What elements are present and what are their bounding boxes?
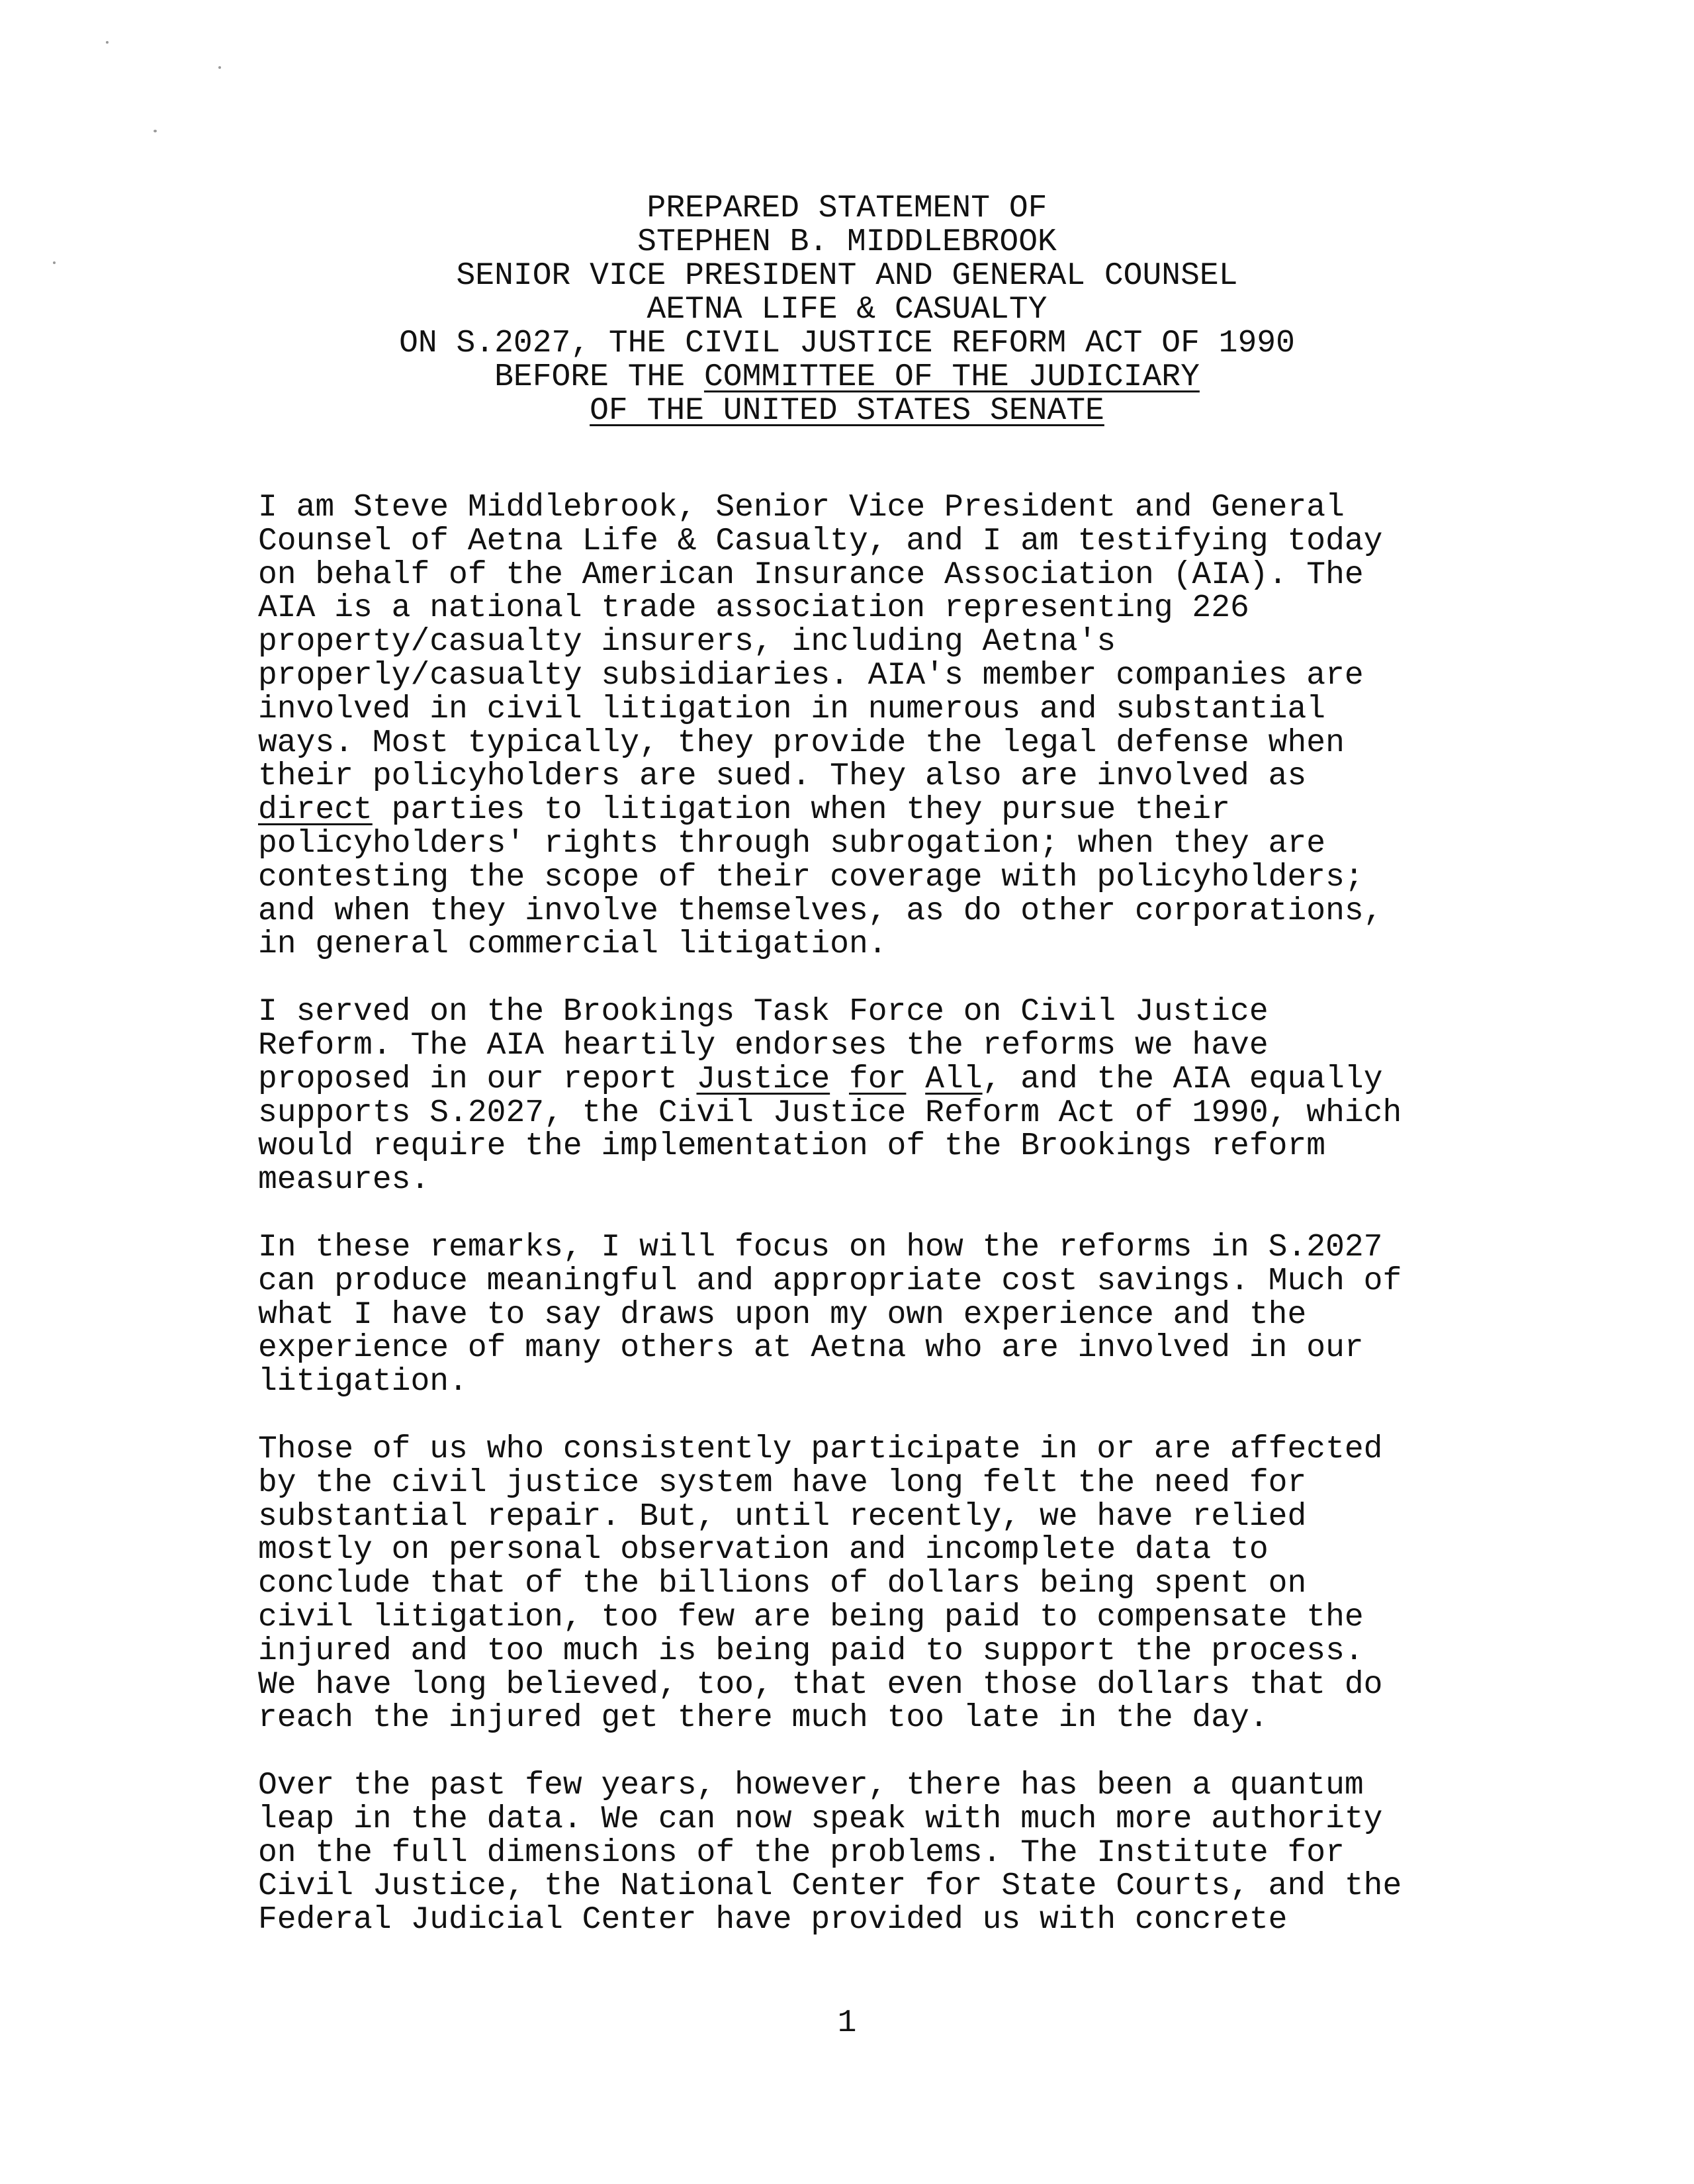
emphasis-direct: direct (258, 792, 373, 829)
text-line: injured and too much is being paid to support the process. (258, 1633, 1364, 1669)
page-number: 1 (837, 2005, 857, 2041)
text-line: on behalf of the American Insurance Association (AIA). The (258, 557, 1364, 593)
text-line: Reform. The AIA heartily endorses the reforms we have (258, 1027, 1269, 1064)
paragraph-introduction (258, 491, 1548, 962)
text-line: supports S.2027, the Civil Justice Reform Act of 1990, which (258, 1095, 1402, 1131)
text-line: what I have to say draws upon my own experience and the (258, 1297, 1307, 1333)
senate-name: OF THE UNITED STATES SENATE (590, 393, 1104, 429)
text-line: mostly on personal observation and incomplete data to (258, 1532, 1269, 1569)
heading-line (0, 361, 1694, 394)
text-line: their policyholders are sued. They also are involved as (258, 758, 1307, 795)
text-line: would require the implementation of the Brookings reform (258, 1128, 1326, 1165)
text-line: contesting the scope of their coverage with policyholders; (258, 859, 1364, 895)
text-line: I served on the Brookings Task Force on Civil Justice (258, 994, 1269, 1030)
text-line: litigation. (258, 1364, 468, 1400)
text-line (258, 1063, 1548, 1097)
text-line: involved in civil litigation in numerous and substantial (258, 691, 1326, 727)
text-segment: parties to litigation when they pursue their (372, 792, 1231, 829)
text-line: Federal Judicial Center have provided us with concrete (258, 1902, 1288, 1938)
heading-line: STEPHEN B. MIDDLEBROOK (637, 224, 1057, 260)
text-line: Counsel of Aetna Life & Casualty, and I am testifying today (258, 523, 1383, 559)
scan-speck (218, 66, 221, 69)
paragraph-data (258, 1769, 1548, 1937)
scan-speck (154, 130, 157, 132)
statement-heading (0, 192, 1694, 428)
text-line: AIA is a national trade association representing 226 (258, 590, 1249, 627)
text-line: experience of many others at Aetna who are involved in our (258, 1330, 1364, 1367)
scan-speck (106, 41, 109, 44)
text-line: substantial repair. But, until recently, we have relied (258, 1498, 1307, 1535)
heading-line: AETNA LIFE & CASUALTY (646, 292, 1048, 328)
heading-line (0, 394, 1694, 428)
text-line (258, 794, 1548, 827)
text-line: can produce meaningful and appropriate cost savings. Much of (258, 1263, 1402, 1299)
report-title-word: All (925, 1061, 983, 1097)
paragraph-civil-justice-system (258, 1433, 1548, 1735)
paragraph-brookings (258, 995, 1548, 1197)
text-line: on the full dimensions of the problems. The Institute for (258, 1835, 1345, 1871)
text-line: In these remarks, I will focus on how the reforms in S.2027 (258, 1229, 1383, 1265)
heading-text: BEFORE THE (494, 359, 704, 395)
text-line: civil litigation, too few are being paid to compensate the (258, 1599, 1364, 1635)
text-line: in general commercial litigation. (258, 927, 887, 963)
text-line: by the civil justice system have long felt the need for (258, 1465, 1307, 1501)
text-line: policyholders' rights through subrogation; when they are (258, 825, 1326, 862)
text-line: measures. (258, 1162, 430, 1199)
report-title-word: for (848, 1061, 907, 1097)
text-line: Those of us who consistently participate in or are affected (258, 1431, 1383, 1467)
text-line: ways. Most typically, they provide the legal defense when (258, 725, 1345, 761)
heading-line: ON S.2027, THE CIVIL JUSTICE REFORM ACT OF 1990 (399, 326, 1295, 361)
text-line: conclude that of the billions of dollars being spent on (258, 1566, 1307, 1602)
text-line: properly/casualty subsidiaries. AIA's member companies are (258, 657, 1364, 694)
statement-body (258, 491, 1548, 1971)
committee-name: COMMITTEE OF THE JUDICIARY (703, 359, 1200, 395)
heading-line: SENIOR VICE PRESIDENT AND GENERAL COUNSEL (456, 258, 1238, 294)
text-line: We have long believed, too, that even those dollars that do (258, 1666, 1383, 1703)
text-segment: proposed in our report (258, 1061, 697, 1097)
text-line: property/casualty insurers, including Aetna's (258, 624, 1116, 660)
text-line: I am Steve Middlebrook, Senior Vice President and General (258, 490, 1345, 525)
text-line: leap in the data. We can now speak with much more authority (258, 1801, 1383, 1837)
text-line: Over the past few years, however, there has been a quantum (258, 1768, 1364, 1804)
text-line: and when they involve themselves, as do other corporations, (258, 893, 1383, 929)
text-segment: , and the AIA equally (982, 1061, 1383, 1097)
paragraph-remarks (258, 1231, 1548, 1399)
report-title-word: Justice (696, 1061, 830, 1097)
text-line: Civil Justice, the National Center for State Courts, and the (258, 1868, 1402, 1905)
text-line: reach the injured get there much too late in the day. (258, 1700, 1269, 1737)
heading-line: PREPARED STATEMENT OF (646, 191, 1048, 226)
